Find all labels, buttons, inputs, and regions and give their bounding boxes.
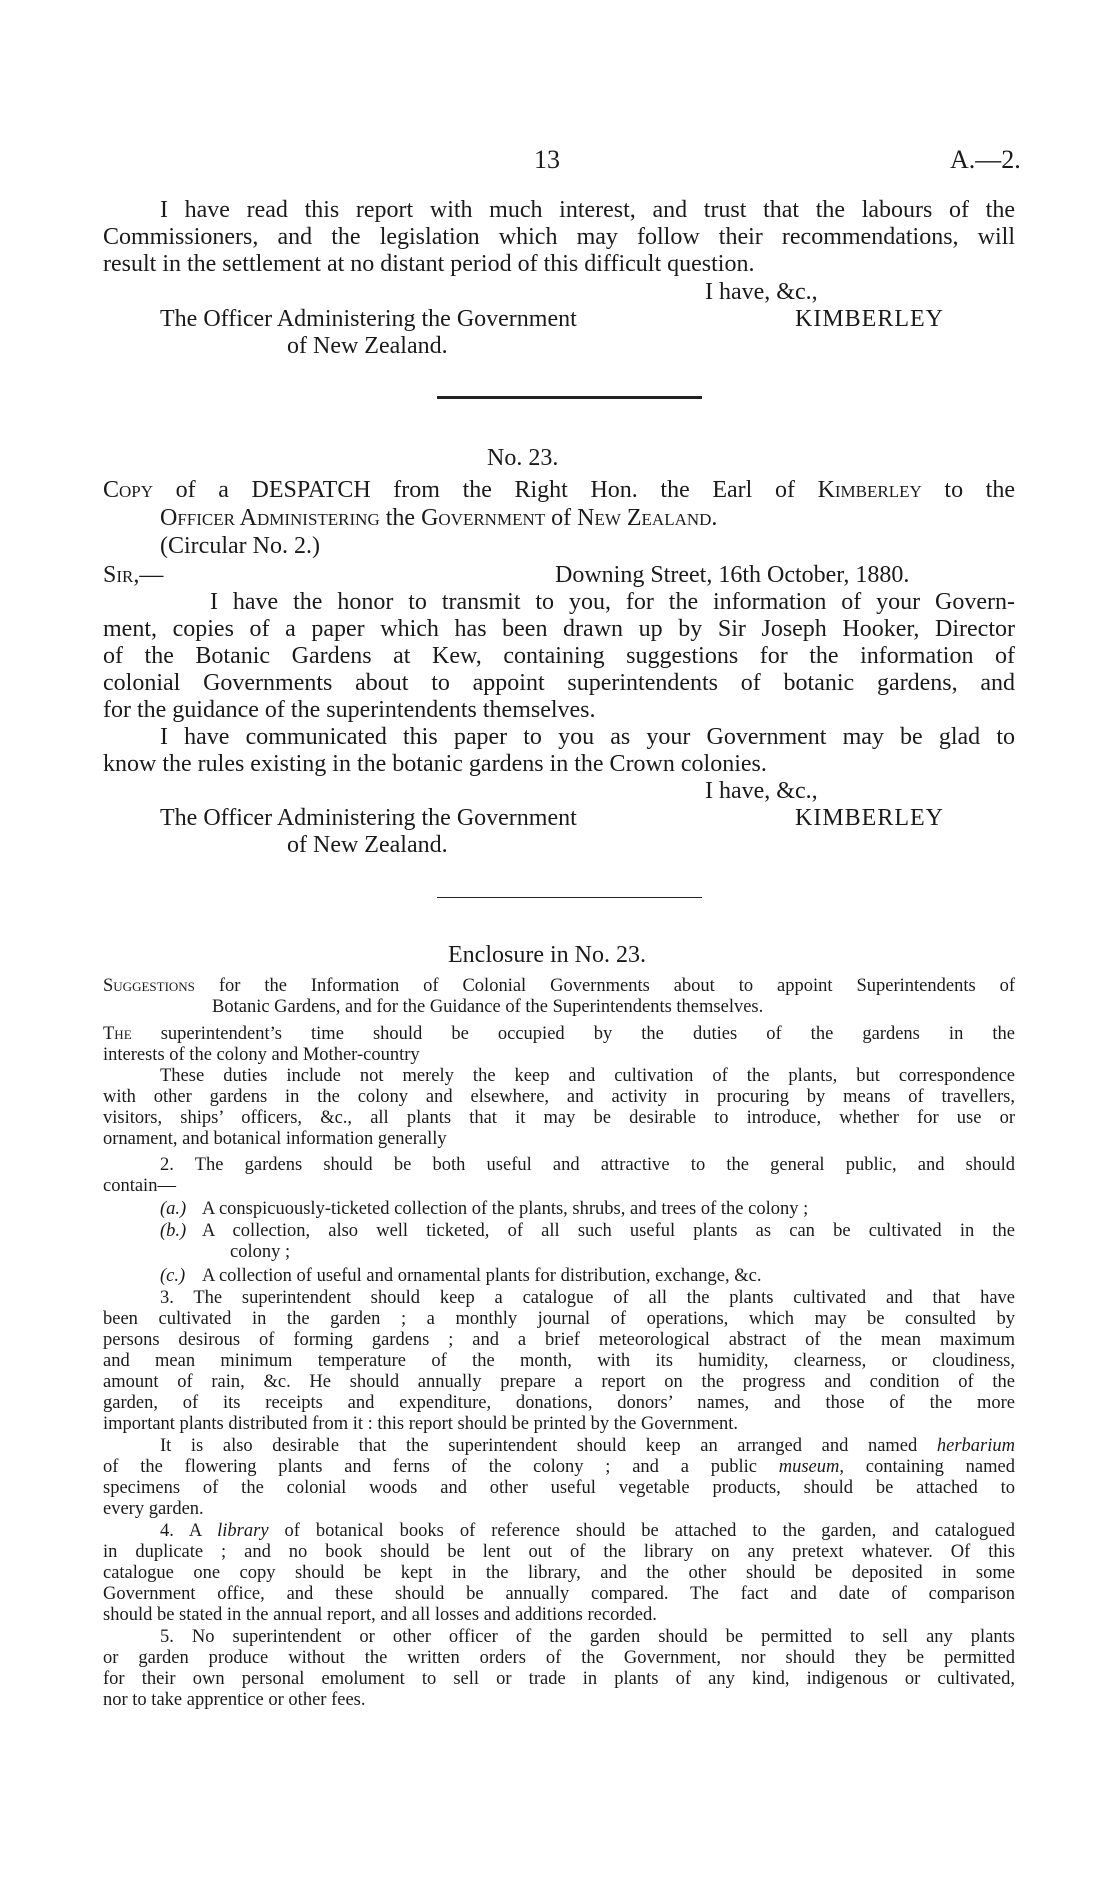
enclosure-title-line [103, 976, 1015, 997]
text-line: in duplicate ; and no book should be lent out of the library on any pretext whatever. Of this [103, 1542, 1015, 1562]
text-line: ornament, and botanical information generally [103, 1129, 447, 1149]
text-line: 5. No superintendent or other officer of the garden should be permitted to sell any plants [160, 1627, 1015, 1647]
emphasis-word: herbarium [936, 1436, 1015, 1456]
addressee-line: of New Zealand. [287, 333, 448, 359]
line-text: of the flowering plants and ferns of the colony ; and a public [103, 1457, 779, 1477]
page-number: 13 [534, 145, 560, 174]
title-name: Kimberley [817, 477, 922, 503]
circular-number: (Circular No. 2.) [160, 533, 320, 559]
text-line: know the rules existing in the botanic gardens in the Crown colonies. [103, 751, 767, 777]
addressee-line: The Officer Administering the Government [160, 805, 577, 831]
text-line: garden, of its receipts and expenditure, donations, donors’ names, and those of the more [103, 1393, 1015, 1413]
text-line: for the guidance of the superintendents themselves. [103, 697, 596, 723]
document-reference: A.—2. [950, 145, 1021, 174]
emphasis-word: museum, [778, 1457, 845, 1477]
line-text: 4. A [160, 1521, 218, 1541]
lead-word: The [103, 1024, 132, 1044]
text-line [160, 1521, 1015, 1542]
text-line: result in the settlement at no distant period of this difficult question. [103, 251, 755, 277]
section-divider [437, 897, 702, 898]
title-text: of [545, 505, 578, 531]
text-line: should be stated in the annual report, and all losses and additions recorded. [103, 1605, 657, 1625]
line-text: containing named [844, 1457, 1015, 1477]
title-word: Suggestions [103, 976, 195, 996]
despatch-number: No. 23. [487, 445, 559, 471]
title-office: Officer Administering [160, 505, 380, 531]
text-line: every garden. [103, 1499, 204, 1519]
text-line: of the Botanic Gardens at Kew, containing suggestions for the information of [103, 643, 1015, 669]
enclosure-heading: Enclosure in No. 23. [448, 942, 646, 968]
text-line [160, 1436, 1015, 1457]
list-item-label: (a.) [160, 1199, 187, 1219]
text-line [103, 1457, 1015, 1478]
line-text: It is also desirable that the superintendent should keep an arranged and named [160, 1436, 937, 1456]
title-text: of a DESPATCH from the Right Hon. the Earl of [153, 477, 818, 503]
title-text: to the [921, 477, 1016, 503]
text-line: or garden produce without the written orders of the Government, nor should they be permitted [103, 1648, 1015, 1668]
addressee-line: The Officer Administering the Government [160, 306, 577, 332]
text-line: persons desirous of forming gardens ; and a brief meteorological abstract of the mean maximum [103, 1330, 1015, 1350]
line-text: superintendent’s time should be occupied by the duties of the gardens in the [131, 1024, 1015, 1044]
signature: KIMBERLEY [795, 805, 944, 831]
list-item: A conspicuously-ticketed collection of the plants, shrubs, and trees of the colony ; [202, 1199, 809, 1219]
text-line: I have read this report with much interest, and trust that the labours of the [160, 197, 1015, 223]
list-item: A collection, also well ticketed, of all such useful plants as can be cultivated in the [202, 1221, 1015, 1241]
list-item-label: (c.) [160, 1266, 186, 1286]
text-line: Commissioners, and the legislation which may follow their recommendations, will [103, 224, 1015, 250]
closing-formula: I have, &c., [705, 279, 818, 305]
line-text: of botanical books of reference should be attached to the garden, and catalogued [268, 1521, 1015, 1541]
salutation: Sir,— [103, 562, 164, 588]
enclosure-title-line: Botanic Gardens, and for the Guidance of the Superintendents themselves. [212, 997, 764, 1017]
text-line: visitors, ships’ officers, &c., all plants that it may be desirable to introduce, whether for use or [103, 1108, 1015, 1128]
text-line: important plants distributed from it : this report should be printed by the Government. [103, 1414, 739, 1434]
title-word: Government [421, 505, 546, 531]
text-line: specimens of the colonial woods and other useful vegetable products, should be attached to [103, 1478, 1015, 1498]
text-line: contain— [103, 1176, 176, 1196]
despatch-title-line [103, 477, 1015, 504]
text-line: amount of rain, &c. He should annually prepare a report on the progress and condition of the [103, 1372, 1015, 1392]
closing-formula: I have, &c., [705, 778, 818, 804]
text-line: These duties include not merely the keep and cultivation of the plants, but correspondence [160, 1066, 1015, 1086]
list-item-label: (b.) [160, 1221, 187, 1241]
text-line: 3. The superintendent should keep a catalogue of all the plants cultivated and that have [160, 1288, 1015, 1308]
text-line: for their own personal emolument to sell or trade in plants of any kind, indigenous or cultivated, [103, 1669, 1015, 1689]
place-and-date: Downing Street, 16th October, 1880. [555, 562, 910, 588]
title-text: for the Information of Colonial Governments about to appoint Superintendents of [194, 976, 1015, 996]
text-line: nor to take apprentice or other fees. [103, 1690, 366, 1710]
section-divider [437, 396, 702, 399]
text-line: catalogue one copy should be kept in the library, and the other should be deposited in some [103, 1563, 1015, 1583]
signature: KIMBERLEY [795, 306, 944, 332]
title-place: New Zealand. [577, 505, 718, 531]
list-item-continuation: colony ; [230, 1242, 291, 1262]
text-line: with other gardens in the colony and elsewhere, and activity in procuring by means of travellers, [103, 1087, 1015, 1107]
text-line: 2. The gardens should be both useful and attractive to the general public, and should [160, 1155, 1015, 1175]
text-line: ment, copies of a paper which has been drawn up by Sir Joseph Hooker, Director [103, 616, 1015, 642]
text-line: I have the honor to transmit to you, for the information of your Govern- [210, 589, 1015, 615]
addressee-line: of New Zealand. [287, 832, 448, 858]
text-line: and mean minimum temperature of the month, with its humidity, clearness, or cloudiness, [103, 1351, 1015, 1371]
list-item: A collection of useful and ornamental plants for distribution, exchange, &c. [202, 1266, 762, 1286]
text-line: been cultivated in the garden ; a monthly journal of operations, which may be consulted by [103, 1309, 1015, 1329]
emphasis-word: library [217, 1521, 269, 1541]
text-line: Government office, and these should be annually compared. The fact and date of comparison [103, 1584, 1015, 1604]
text-line [103, 1024, 1015, 1045]
text-line: colonial Governments about to appoint superintendents of botanic gardens, and [103, 670, 1015, 696]
title-word: Copy [103, 477, 154, 503]
text-line: interests of the colony and Mother-country [103, 1045, 420, 1065]
title-text: the [379, 505, 422, 531]
text-line: I have communicated this paper to you as your Government may be glad to [160, 724, 1015, 750]
despatch-title-line [160, 505, 717, 532]
